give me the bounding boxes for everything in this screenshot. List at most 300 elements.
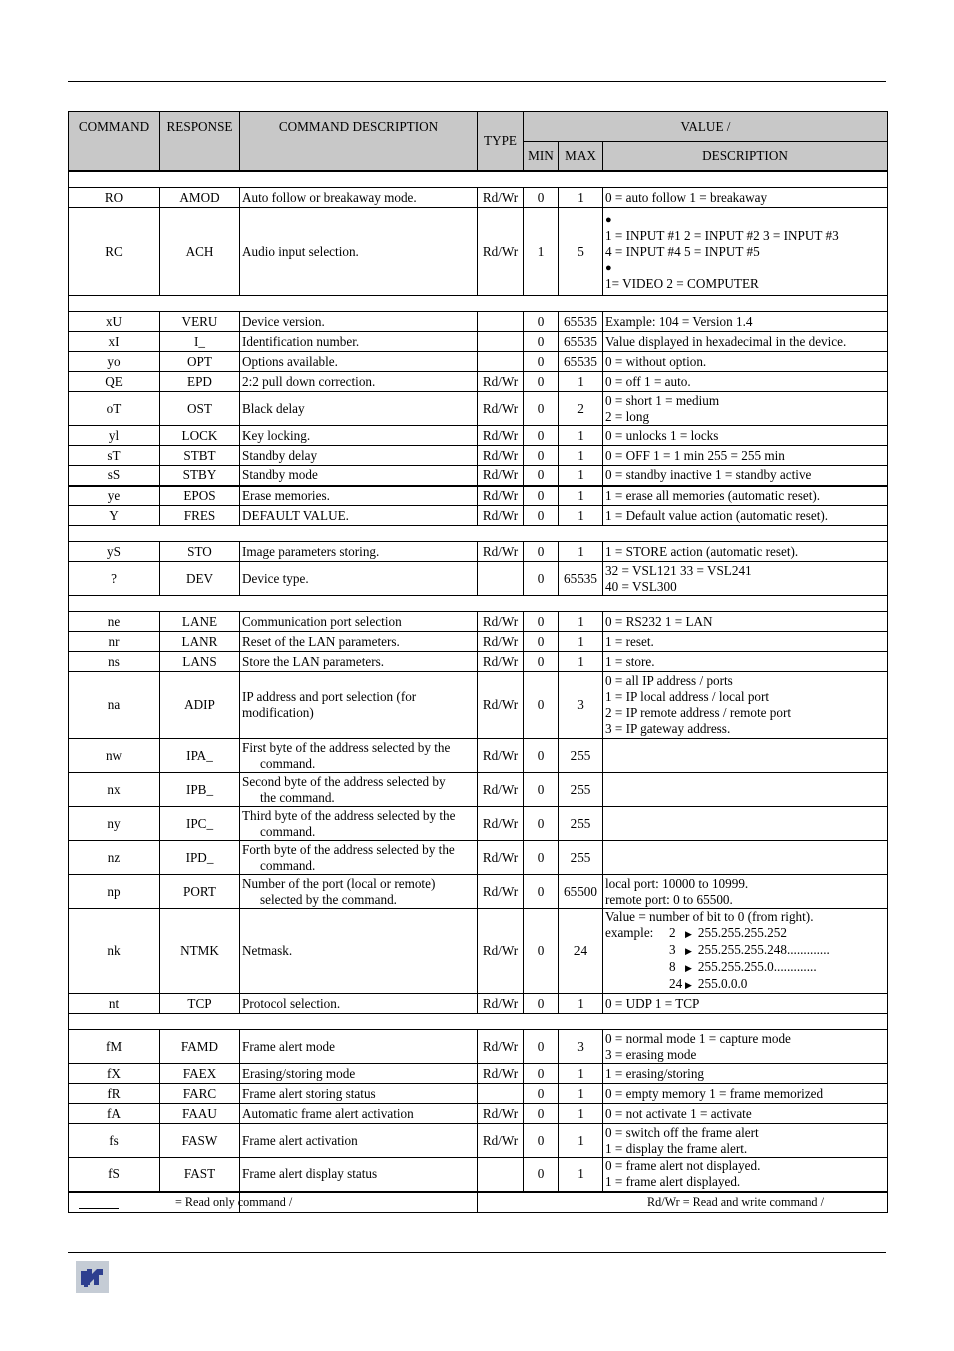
table-row [69,392,888,426]
description-cell [240,332,478,352]
table-row [69,1104,888,1124]
value-description-cell [603,739,888,773]
command-cell: ny [69,807,160,841]
table-row [69,1124,888,1158]
table-row [69,352,888,372]
response-cell: IPC_ [160,807,240,841]
response-cell: FAMD [160,1030,240,1064]
value-line: 0 = frame alert not displayed. [605,1158,761,1174]
type-cell [478,332,524,352]
description-line: command. [260,823,316,839]
table-row [69,1158,888,1192]
value-description-cell [603,426,888,446]
legend-read-write: Rd/Wr = Read and write command / [647,1195,824,1209]
command-cell: fR [69,1084,160,1104]
response-cell: LOCK [160,426,240,446]
description-text: Audio input selection. [242,243,359,259]
description-cell [240,542,478,562]
command-cell: oT [69,392,160,426]
table-row [69,562,888,596]
min-cell: 0 [524,1104,559,1124]
netmask-example-line [605,925,885,942]
response-cell: DEV [160,562,240,596]
value-description-cell [603,506,888,526]
company-logo [76,1261,109,1293]
min-cell: 0 [524,612,559,632]
min-cell: 0 [524,426,559,446]
value-description-cell [603,1030,888,1064]
min-cell: 0 [524,542,559,562]
type-cell: Rd/Wr [478,506,524,526]
netmask-bits: 24 [669,976,683,991]
type-cell: Rd/Wr [478,1124,524,1158]
description-line: Forth byte of the address selected by the [242,841,455,857]
type-cell: Rd/Wr [478,208,524,296]
example-label: example: [605,925,654,940]
value-line: local port: 10000 to 10999. [605,875,749,891]
response-cell: TCP [160,994,240,1014]
description-cell [240,208,478,296]
value-line: 1 = IP local address / local port [605,689,770,704]
description-text: Netmask. [242,943,293,958]
description-cell [240,807,478,841]
description-text: Identification number. [242,333,360,349]
table-row [69,332,888,352]
value-line: 1= VIDEO 2 = COMPUTER [605,275,759,291]
value-line: 32 = VSL121 33 = VSL241 [605,562,752,578]
min-cell: 0 [524,466,559,486]
min-cell: 0 [524,841,559,875]
description-cell [240,486,478,506]
description-text: Erase memories. [242,487,330,503]
value-description-cell [603,392,888,426]
max-cell: 65535 [559,332,603,352]
description-text: Reset of the LAN parameters. [242,633,400,649]
value-description-cell [603,208,888,296]
command-cell: np [69,875,160,909]
description-text: DEFAULT VALUE. [242,507,349,523]
response-cell: PORT [160,875,240,909]
min-cell: 0 [524,632,559,652]
max-cell: 1 [559,994,603,1014]
response-cell: OPT [160,352,240,372]
min-cell: 0 [524,672,559,739]
description-cell [240,372,478,392]
table-row [69,652,888,672]
description-text: Standby mode [242,467,318,483]
value-line: 0 = normal mode 1 = capture mode [605,1030,791,1046]
response-cell: FRES [160,506,240,526]
max-cell: 65500 [559,875,603,909]
response-cell: ADIP [160,672,240,739]
bullet-icon: ● [605,261,612,274]
description-line: command. [260,755,316,771]
netmask-address: 255.255.255.252 [697,925,787,940]
arrow-right-icon: ▶ [685,980,692,990]
value-description-cell [603,332,888,352]
value-description-cell [603,1104,888,1124]
description-text: Device version. [242,313,325,329]
footer-rule [68,1252,886,1253]
netmask-address: 255.255.255.248............. [697,942,830,957]
min-cell: 0 [524,909,559,994]
logo-mark-icon [76,1261,109,1293]
response-cell: FARC [160,1084,240,1104]
response-cell: I_ [160,332,240,352]
description-text: Key locking. [242,427,311,443]
value-description-cell [603,841,888,875]
table-row [69,372,888,392]
value-description-cell [603,188,888,208]
section-separator [69,171,888,188]
description-text: Erasing/storing mode [242,1065,356,1081]
response-cell: FAAU [160,1104,240,1124]
type-cell [478,312,524,332]
description-cell [240,841,478,875]
max-cell: 1 [559,542,603,562]
description-text: Frame alert mode [242,1038,336,1054]
max-cell: 1 [559,1104,603,1124]
value-line: 3 = IP gateway address. [605,721,731,736]
command-cell: RO [69,188,160,208]
max-cell: 3 [559,672,603,739]
response-cell: IPB_ [160,773,240,807]
value-line: 0 = not activate 1 = activate [605,1105,752,1121]
table-row [69,466,888,486]
netmask-bits: 3 [669,942,676,957]
command-cell: xU [69,312,160,332]
table-row [69,807,888,841]
value-description-cell [603,1084,888,1104]
value-line: 1 = erase all memories (automatic reset). [605,487,821,503]
value-line: 1 = display the frame alert. [605,1140,748,1156]
netmask-example-line [605,959,885,976]
max-cell: 255 [559,773,603,807]
description-cell [240,426,478,446]
description-cell [240,446,478,466]
read-only-marker [79,1208,119,1209]
col-min: MIN [524,142,559,172]
min-cell: 0 [524,332,559,352]
response-cell: ACH [160,208,240,296]
table-row [69,632,888,652]
description-cell [240,652,478,672]
netmask-bits: 2 [669,925,676,940]
description-cell [240,1104,478,1124]
table-row [69,1030,888,1064]
min-cell: 1 [524,208,559,296]
type-cell: Rd/Wr [478,486,524,506]
response-cell: IPA_ [160,739,240,773]
command-cell: fs [69,1124,160,1158]
min-cell: 0 [524,372,559,392]
description-cell [240,392,478,426]
max-cell: 65535 [559,312,603,332]
type-cell: Rd/Wr [478,188,524,208]
table-row [69,426,888,446]
arrow-right-icon: ▶ [685,946,692,956]
value-line: 2 = long [605,408,650,424]
table-row [69,1064,888,1084]
value-line: 1 = reset. [605,633,654,649]
max-cell: 1 [559,372,603,392]
command-cell: fA [69,1104,160,1124]
description-cell [240,612,478,632]
min-cell: 0 [524,446,559,466]
description-text: IP address and port selection (for modification) [242,689,417,720]
value-line: remote port: 0 to 65500. [605,891,733,907]
value-description-cell [603,1158,888,1192]
response-cell: LANE [160,612,240,632]
command-cell: RC [69,208,160,296]
description-cell [240,909,478,994]
type-cell [478,352,524,372]
description-text: Auto follow or breakaway mode. [242,189,417,205]
section-separator [69,596,888,612]
max-cell: 3 [559,1030,603,1064]
description-cell [240,1030,478,1064]
description-cell [240,773,478,807]
type-cell: Rd/Wr [478,392,524,426]
value-description-cell [603,652,888,672]
command-cell: nw [69,739,160,773]
value-line: 1 = frame alert displayed. [605,1174,741,1190]
response-cell: LANR [160,632,240,652]
table-row [69,1084,888,1104]
netmask-bits: 8 [669,959,676,974]
netmask-example-line [605,976,885,993]
col-command-description: COMMAND DESCRIPTION [240,112,478,172]
command-table [68,111,888,1213]
max-cell: 1 [559,188,603,208]
netmask-example-line [605,942,885,959]
description-cell [240,875,478,909]
description-text: Image parameters storing. [242,543,380,559]
type-cell: Rd/Wr [478,446,524,466]
type-cell: Rd/Wr [478,909,524,994]
type-cell: Rd/Wr [478,739,524,773]
type-cell: Rd/Wr [478,372,524,392]
value-line: 40 = VSL300 [605,578,677,594]
min-cell: 0 [524,562,559,596]
max-cell: 1 [559,1124,603,1158]
min-cell: 0 [524,312,559,332]
section-separator [69,526,888,542]
description-cell [240,739,478,773]
command-cell: nk [69,909,160,994]
max-cell: 1 [559,1084,603,1104]
command-cell: sT [69,446,160,466]
max-cell: 2 [559,392,603,426]
command-cell: xI [69,332,160,352]
max-cell: 1 [559,426,603,446]
description-cell [240,672,478,739]
value-description-cell [603,612,888,632]
command-cell: QE [69,372,160,392]
value-description-cell [603,1124,888,1158]
response-cell: NTMK [160,909,240,994]
value-line: 3 = erasing mode [605,1046,697,1062]
min-cell: 0 [524,807,559,841]
value-line: 0 = off 1 = auto. [605,373,691,389]
command-cell: yS [69,542,160,562]
max-cell: 65535 [559,562,603,596]
response-cell: VERU [160,312,240,332]
description-text: Frame alert storing status [242,1085,376,1101]
value-line: 1 = STORE action (automatic reset). [605,543,799,559]
type-cell: Rd/Wr [478,875,524,909]
response-cell: STBT [160,446,240,466]
description-text: Black delay [242,400,305,416]
col-type: TYPE [478,112,524,172]
command-cell: na [69,672,160,739]
col-value-description: DESCRIPTION [603,142,888,172]
value-description-cell [603,446,888,466]
description-cell [240,994,478,1014]
min-cell: 0 [524,188,559,208]
min-cell: 0 [524,994,559,1014]
max-cell: 1 [559,466,603,486]
command-cell: ns [69,652,160,672]
description-line: the command. [260,789,335,805]
description-text: Automatic frame alert activation [242,1105,414,1121]
value-line: 0 = RS232 1 = LAN [605,613,713,629]
description-text: Options available. [242,353,338,369]
description-cell [240,1064,478,1084]
response-cell: FASW [160,1124,240,1158]
command-cell: yo [69,352,160,372]
value-line: 0 = switch off the frame alert [605,1124,759,1140]
description-cell [240,562,478,596]
value-line: 0 = empty memory 1 = frame memorized [605,1085,824,1101]
min-cell: 0 [524,392,559,426]
type-cell: Rd/Wr [478,994,524,1014]
description-cell [240,1158,478,1192]
type-cell: Rd/Wr [478,426,524,446]
command-cell: fX [69,1064,160,1084]
value-description-cell [603,994,888,1014]
type-cell: Rd/Wr [478,807,524,841]
response-cell: FAEX [160,1064,240,1084]
command-cell: ye [69,486,160,506]
table-body [69,171,888,1192]
value-description-cell [603,875,888,909]
command-cell: sS [69,466,160,486]
min-cell: 0 [524,352,559,372]
command-cell: ? [69,562,160,596]
value-description-cell [603,312,888,332]
description-text: Store the LAN parameters. [242,653,385,669]
table-row [69,773,888,807]
command-cell: nr [69,632,160,652]
type-cell: Rd/Wr [478,542,524,562]
arrow-right-icon: ▶ [685,963,692,973]
min-cell: 0 [524,1030,559,1064]
type-cell: Rd/Wr [478,1030,524,1064]
value-line: 0 = UDP 1 = TCP [605,995,700,1011]
table-row [69,312,888,332]
value-line: 0 = standby inactive 1 = standby active [605,467,812,483]
type-cell: Rd/Wr [478,1104,524,1124]
min-cell: 0 [524,652,559,672]
max-cell: 255 [559,841,603,875]
description-cell [240,352,478,372]
type-cell: Rd/Wr [478,672,524,739]
table-row [69,739,888,773]
description-text: Frame alert activation [242,1132,358,1148]
value-line: 1 = store. [605,653,655,669]
value-description-cell [603,486,888,506]
max-cell: 1 [559,1064,603,1084]
max-cell: 5 [559,208,603,296]
col-value: VALUE / [524,112,888,142]
type-cell: Rd/Wr [478,1064,524,1084]
min-cell: 0 [524,773,559,807]
value-line: Value = number of bit to 0 (from right). [605,909,814,924]
description-text: Frame alert display status [242,1166,378,1182]
description-text: Standby delay [242,447,318,463]
max-cell: 1 [559,486,603,506]
response-cell: EPD [160,372,240,392]
type-cell: Rd/Wr [478,841,524,875]
type-cell: Rd/Wr [478,632,524,652]
value-description-cell [603,632,888,652]
col-response: RESPONSE [160,112,240,172]
description-text: Device type. [242,570,309,586]
max-cell: 255 [559,807,603,841]
response-cell: OST [160,392,240,426]
min-cell: 0 [524,1064,559,1084]
value-line: 1 = INPUT #1 2 = INPUT #2 3 = INPUT #3 [605,227,839,243]
table-row [69,188,888,208]
max-cell: 1 [559,632,603,652]
command-cell: fM [69,1030,160,1064]
description-cell [240,312,478,332]
description-cell [240,188,478,208]
max-cell: 1 [559,1158,603,1192]
value-description-cell [603,542,888,562]
value-description-cell [603,562,888,596]
value-description-cell [603,1064,888,1084]
table-row [69,506,888,526]
legend-row [69,1192,888,1213]
section-separator [69,296,888,312]
table-row [69,875,888,909]
description-line: command. [260,857,316,873]
description-line: First byte of the address selected by the [242,739,451,755]
value-description-cell [603,773,888,807]
type-cell: Rd/Wr [478,773,524,807]
type-cell [478,562,524,596]
max-cell: 24 [559,909,603,994]
max-cell: 1 [559,446,603,466]
value-line: 1 = erasing/storing [605,1065,705,1081]
col-max: MAX [559,142,603,172]
max-cell: 255 [559,739,603,773]
section-separator [69,1014,888,1030]
description-text: 2:2 pull down correction. [242,373,376,389]
max-cell: 1 [559,652,603,672]
table-row [69,542,888,562]
value-line: 0 = short 1 = medium [605,392,720,408]
type-cell: Rd/Wr [478,612,524,632]
value-line: 0 = unlocks 1 = locks [605,427,719,443]
netmask-address: 255.255.255.0............. [697,959,817,974]
value-line: 2 = IP remote address / remote port [605,705,792,720]
command-cell: ne [69,612,160,632]
max-cell: 65535 [559,352,603,372]
description-line: Second byte of the address selected by [242,773,446,789]
